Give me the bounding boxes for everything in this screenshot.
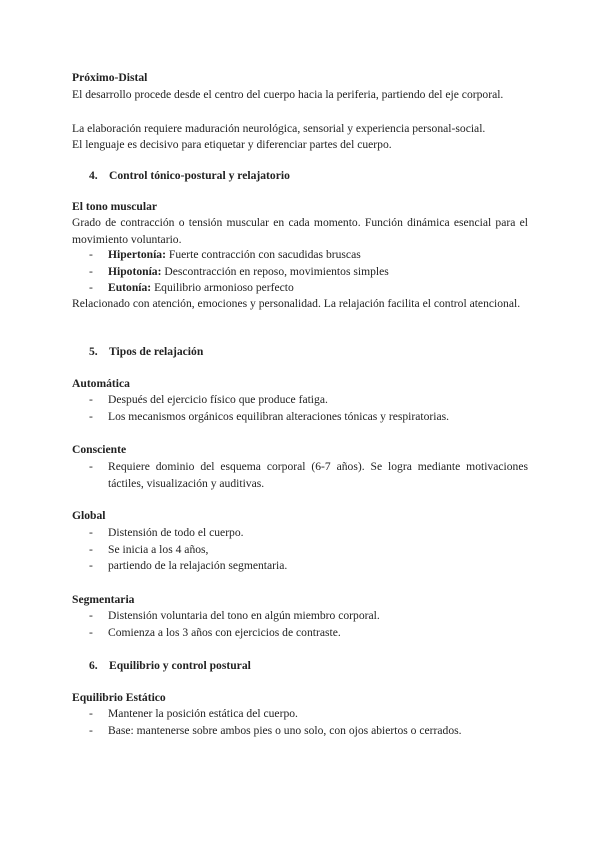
section-5-title: Tipos de relajación bbox=[109, 345, 204, 358]
list-item: - partiendo de la relajación segmentaria. bbox=[89, 559, 288, 572]
eutonia-term: Eutonía: bbox=[108, 281, 152, 294]
tono-muscular-heading: El tono muscular bbox=[72, 200, 158, 213]
list-item: - Base: mantenerse sobre ambos pies o uno solo, con ojos abiertos o cerrados. bbox=[89, 723, 462, 737]
list-item: - Eutonía: Equilibrio armonioso perfecto bbox=[89, 281, 294, 294]
equilibrio-estatico-list bbox=[72, 706, 528, 739]
elaboracion-line-2: El lenguaje es decisivo para etiquetar y diferenciar partes del cuerpo. bbox=[72, 138, 392, 151]
equilibrio-estatico-heading: Equilibrio Estático bbox=[72, 691, 166, 704]
list-item: - Distensión voluntaria del tono en algún miembro corporal. bbox=[89, 609, 380, 622]
section-5-heading bbox=[89, 344, 203, 361]
list-item: - Distensión de todo el cuerpo. bbox=[89, 526, 244, 539]
section-6-title: Equilibrio y control postural bbox=[109, 659, 251, 672]
list-item: - Comienza a los 3 años con ejercicios de contraste. bbox=[89, 625, 341, 639]
hipertonia-term: Hipertonía: bbox=[108, 248, 166, 261]
list-item: - Los mecanismos orgánicos equilibran alteraciones tónicas y respiratorias. bbox=[89, 409, 450, 423]
elaboracion-line-1: La elaboración requiere maduración neurológica, sensorial y experiencia personal-social. bbox=[72, 122, 486, 135]
hipotonia-term: Hipotonía: bbox=[108, 264, 162, 278]
section-4-title: Control tónico-postural y relajatorio bbox=[109, 169, 290, 182]
tono-muscular-intro: Grado de contracción o tensión muscular en cada momento. Función dinámica esencial para el movimiento voluntario. bbox=[72, 216, 528, 246]
automatica-heading: Automática bbox=[72, 377, 130, 390]
list-item: - Hipertonía: Fuerte contracción con sacudidas bruscas bbox=[89, 248, 361, 261]
list-item: - Después del ejercicio físico que produce fatiga. bbox=[89, 393, 328, 406]
segmentaria-list bbox=[72, 608, 528, 641]
list-item: - Requiere dominio del esquema corporal (6-7 años). Se logra mediante motivaciones táctiles, visualización y auditivas. bbox=[89, 460, 528, 490]
global-heading: Global bbox=[72, 509, 106, 522]
list-item: - Mantener la posición estática del cuerpo. bbox=[89, 707, 298, 720]
section-6-heading bbox=[89, 658, 251, 675]
section-4-number: 4. bbox=[89, 169, 98, 182]
tono-list bbox=[72, 247, 528, 297]
list-item: - Hipotonía: Descontracción en reposo, movimientos simples bbox=[89, 264, 389, 278]
tono-muscular-outro: Relacionado con atención, emociones y personalidad. La relajación facilita el control atencional. bbox=[72, 297, 521, 310]
segmentaria-heading: Segmentaria bbox=[72, 593, 135, 606]
proximo-distal-heading: Próximo-Distal bbox=[72, 71, 148, 84]
global-list bbox=[72, 525, 528, 575]
automatica-list bbox=[72, 392, 528, 425]
consciente-heading: Consciente bbox=[72, 443, 127, 456]
consciente-list bbox=[72, 459, 528, 492]
list-item: - Se inicia a los 4 años, bbox=[89, 542, 209, 556]
section-5-number: 5. bbox=[89, 345, 98, 358]
section-6-number: 6. bbox=[89, 659, 98, 672]
proximo-distal-text: El desarrollo procede desde el centro del cuerpo hacia la periferia, partiendo del eje corporal. bbox=[72, 88, 504, 101]
section-4-heading bbox=[89, 168, 290, 185]
